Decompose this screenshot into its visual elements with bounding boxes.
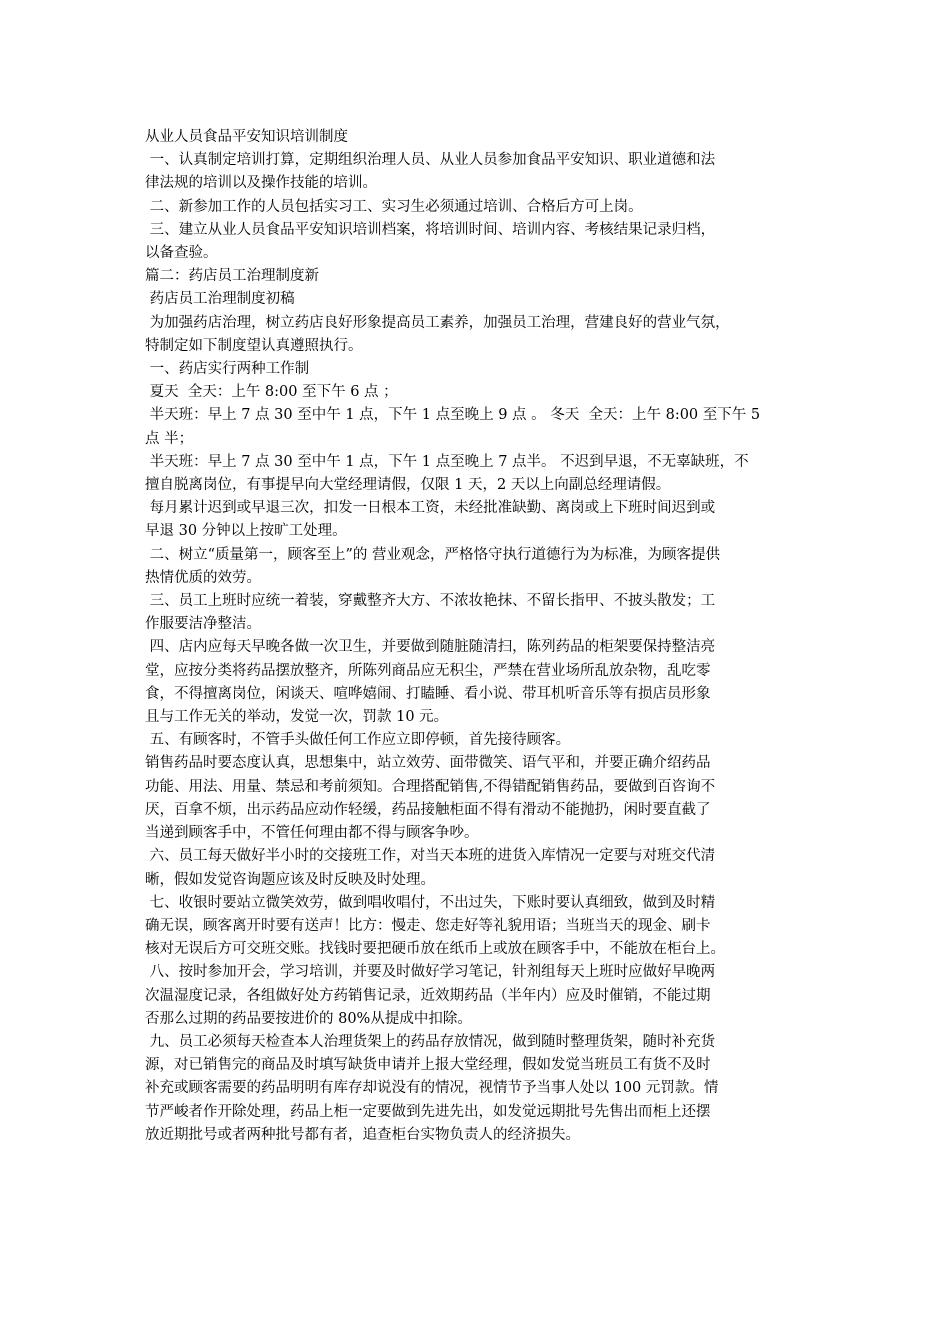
text-line: 点 半； [145,430,194,447]
text-line: 核对无误后方可交班交账。找钱时要把硬币放在纸币上或放在顾客手中，不能放在柜台上。 [145,941,725,958]
text-line: 晰，假如发觉咨询题应该及时反映及时处理。 [145,871,435,888]
paragraph [145,219,825,265]
text-line: 六、员工每天做好半小时的交接班工作，对当天本班的进货入库情况一定要与对班交代清 [145,848,716,865]
text-line: 厌，百拿不烦，出示药品应动作轻缓，药品接触柜面不得有滑动不能抛扔，闲时要直截了 [145,801,711,818]
text-line: 早退 30 分钟以上按旷工处理。 [145,523,347,540]
text-line: 补充或顾客需要的药品明明有库存却说没有的情况，视情节予当事人处以 100 元罚款。情 [145,1080,719,1097]
paragraph [145,358,825,381]
text-line: 一、认真制定培训打算，定期组织治理人员、从业人员参加食品平安知识、职业道德和法 [145,152,716,169]
text-line: 九、员工必须每天检查本人治理货架上的药品存放情况，做到随时整理货架，随时补充货 [145,1033,716,1050]
paragraph [145,590,825,636]
paragraph [145,404,825,450]
text-line: 七、收银时要站立微笑效劳，做到唱收唱付，不出过失，下账时要认真细致，做到及时精 [145,894,716,911]
paragraph [145,312,825,358]
text-line: 篇二：药店员工治理制度新 [145,268,319,285]
text-line: 确无误，顾客离开时要有送声！比方：慢走、您走好等礼貌用语；当班当天的现金、刷卡 [145,917,711,934]
paragraph [145,381,825,404]
text-line: 功能、用法、用量、禁忌和考前须知。合理搭配销售,不得错配销售药品，要做到百咨询不 [145,778,716,795]
text-line: 药店员工治理制度初稿 [145,291,295,308]
paragraph [145,961,825,1031]
text-line: 放近期批号或者两种批号都有者，追查柜台实物负责人的经济损失。 [145,1126,580,1143]
text-line: 二、新参加工作的人员包括实习工、实习生必须通过培训、合格后方可上岗。 [145,198,643,215]
paragraph [145,451,825,497]
paragraph [145,752,825,845]
paragraph [145,288,825,311]
text-line: 四、店内应每天早晚各做一次卫生，并要做到随脏随清扫，陈列药品的柜架要保持整洁亮 [145,639,716,656]
text-line: 为加强药店治理，树立药店良好形象提高员工素养，加强员工治理，营建良好的营业气氛， [145,314,730,331]
paragraph [145,1031,825,1147]
text-line: 半天班：早上 7 点 30 至中午 1 点，下午 1 点至晚上 9 点 。 冬天 全天：上午 8:00 至下午 5 [145,407,761,424]
text-line: 八、按时参加开会，学习培训，并要及时做好学习笔记，针剂组每天上班时应做好早晚两 [145,964,716,981]
text-line: 每月累计迟到或早退三次，扣发一日根本工资，未经批准缺勤、离岗或上下班时间迟到或 [145,500,716,517]
text-line: 一、药店实行两种工作制 [145,361,310,378]
document-body [145,126,825,1147]
text-line: 二、树立“质量第一，顾客至上”的 营业观念，严格恪守执行道德行为为标准，为顾客提供 [145,546,721,563]
text-line: 半天班：早上 7 点 30 至中午 1 点，下午 1 点至晚上 7 点半。 不迟到早退，不无辜缺班，不 [145,453,749,470]
text-line: 擅自脱离岗位，有事提早向大堂经理请假，仅限 1 天，2 天以上向副总经理请假。 [145,477,671,494]
paragraph [145,497,825,543]
paragraph [145,126,825,149]
text-line: 源，对已销售完的商品及时填写缺货申请并上报大堂经理，假如发觉当班员工有货不及时 [145,1057,711,1074]
paragraph [145,892,825,962]
text-line: 夏天 全天：上午 8:00 至下午 6 点 ； [145,384,398,401]
paragraph [145,729,825,752]
text-line: 作服要洁净整洁。 [145,616,261,633]
paragraph [145,845,825,891]
text-line: 销售药品时要态度认真，思想集中，站立效劳、面带微笑、语气平和，并要正确介绍药品 [145,755,711,772]
text-line: 热情优质的效劳。 [145,569,261,586]
paragraph [145,265,825,288]
text-line: 当递到顾客手中，不管任何理由都不得与顾客争吵。 [145,825,479,842]
text-line: 五、有顾客时，不管手头做任何工作应立即停顿，首先接待顾客。 [145,732,571,749]
text-line: 三、建立从业人员食品平安知识培训档案，将培训时间、培训内容、考核结果记录归档， [145,221,716,238]
text-line: 食，不得擅离岗位，闲谈天、喧哗嬉闹、打瞌睡、看小说、带耳机听音乐等有损店员形象 [145,685,711,702]
text-line: 次温湿度记录，各组做好处方药销售记录，近效期药品（半年内）应及时催销，不能过期 [145,987,711,1004]
text-line: 特制定如下制度望认真遵照执行。 [145,337,363,354]
text-line: 节严峻者作开除处理，药品上柜一定要做到先进先出，如发觉远期批号先售出而柜上还摆 [145,1103,711,1120]
paragraph [145,196,825,219]
paragraph [145,544,825,590]
text-line: 从业人员食品平安知识培训制度 [145,129,348,145]
text-line: 且与工作无关的举动，发觉一次，罚款 10 元。 [145,709,449,726]
text-line: 否那么过期的药品要按进价的 80%从提成中扣除。 [145,1010,472,1027]
text-line: 三、员工上班时应统一着装，穿戴整齐大方、不浓妆艳抹、不留长指甲、不披头散发；工 [145,593,716,610]
text-line: 堂，应按分类将药品摆放整齐，所陈列商品应无积尘，严禁在营业场所乱放杂物，乱吃零 [145,662,711,679]
paragraph [145,149,825,195]
text-line: 以备查验。 [145,245,218,262]
paragraph [145,636,825,729]
text-line: 律法规的培训以及操作技能的培训。 [145,175,377,192]
